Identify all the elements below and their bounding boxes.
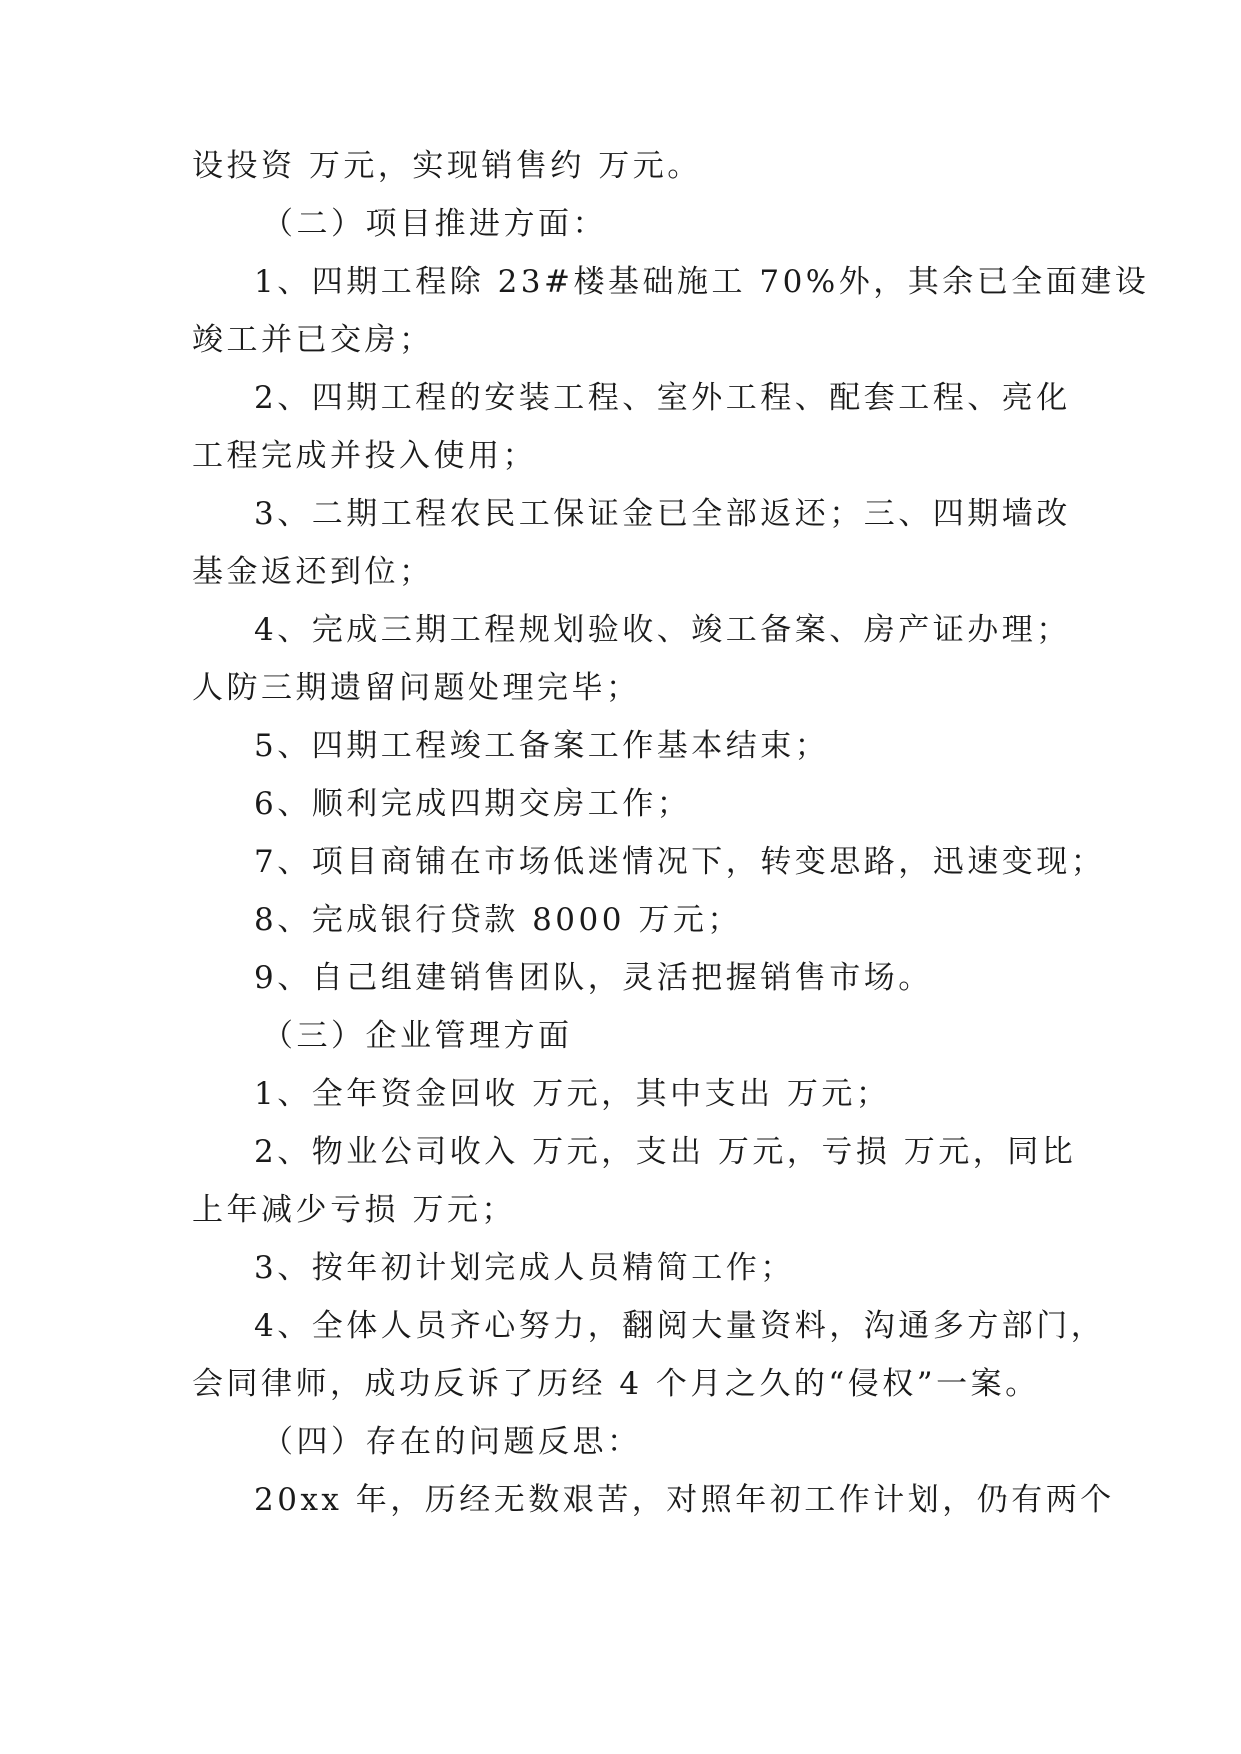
paragraph-line: 6、顺利完成四期交房工作； — [254, 786, 692, 822]
paragraph-line: 2、物业公司收入 万元，支出 万元，亏损 万元，同比 — [254, 1134, 1077, 1170]
paragraph-line: 3、按年初计划完成人员精简工作； — [254, 1250, 795, 1286]
paragraph-line: 5、四期工程竣工备案工作基本结束； — [254, 728, 830, 764]
paragraph-line: 20xx 年，历经无数艰苦，对照年初工作计划，仍有两个 — [254, 1482, 1115, 1518]
paragraph-line: 基金返还到位； — [192, 554, 434, 590]
paragraph-line: 9、自己组建销售团队，灵活把握销售市场。 — [254, 960, 933, 996]
paragraph-line: 1、四期工程除 23#楼基础施工 70%外，其余已全面建设 — [254, 264, 1150, 300]
paragraph-line: 1、全年资金回收 万元，其中支出 万元； — [254, 1076, 891, 1112]
paragraph-line: 会同律师，成功反诉了历经 4 个月之久的“侵权”一案。 — [192, 1366, 1040, 1402]
paragraph-line: 人防三期遗留问题处理完毕； — [192, 670, 641, 706]
paragraph-line: 工程完成并投入使用； — [192, 438, 537, 474]
paragraph-line: 竣工并已交房； — [192, 322, 434, 358]
paragraph-line: 7、项目商铺在市场低迷情况下，转变思路，迅速变现； — [254, 844, 1106, 880]
section-heading: （四）存在的问题反思： — [262, 1424, 642, 1460]
section-heading: （三）企业管理方面 — [262, 1018, 573, 1054]
paragraph-line: 4、全体人员齐心努力，翻阅大量资料，沟通多方部门， — [254, 1308, 1106, 1344]
section-heading: （二）项目推进方面： — [262, 206, 607, 242]
paragraph-line: 上年减少亏损 万元； — [192, 1192, 516, 1228]
paragraph-line: 4、完成三期工程规划验收、竣工备案、房产证办理； — [254, 612, 1071, 648]
paragraph-line: 2、四期工程的安装工程、室外工程、配套工程、亮化 — [254, 380, 1071, 416]
paragraph-line: 8、完成银行贷款 8000 万元； — [254, 902, 742, 938]
paragraph-line: 3、二期工程农民工保证金已全部返还；三、四期墙改 — [254, 496, 1071, 532]
paragraph-line: 设投资 万元，实现销售约 万元。 — [192, 148, 702, 184]
